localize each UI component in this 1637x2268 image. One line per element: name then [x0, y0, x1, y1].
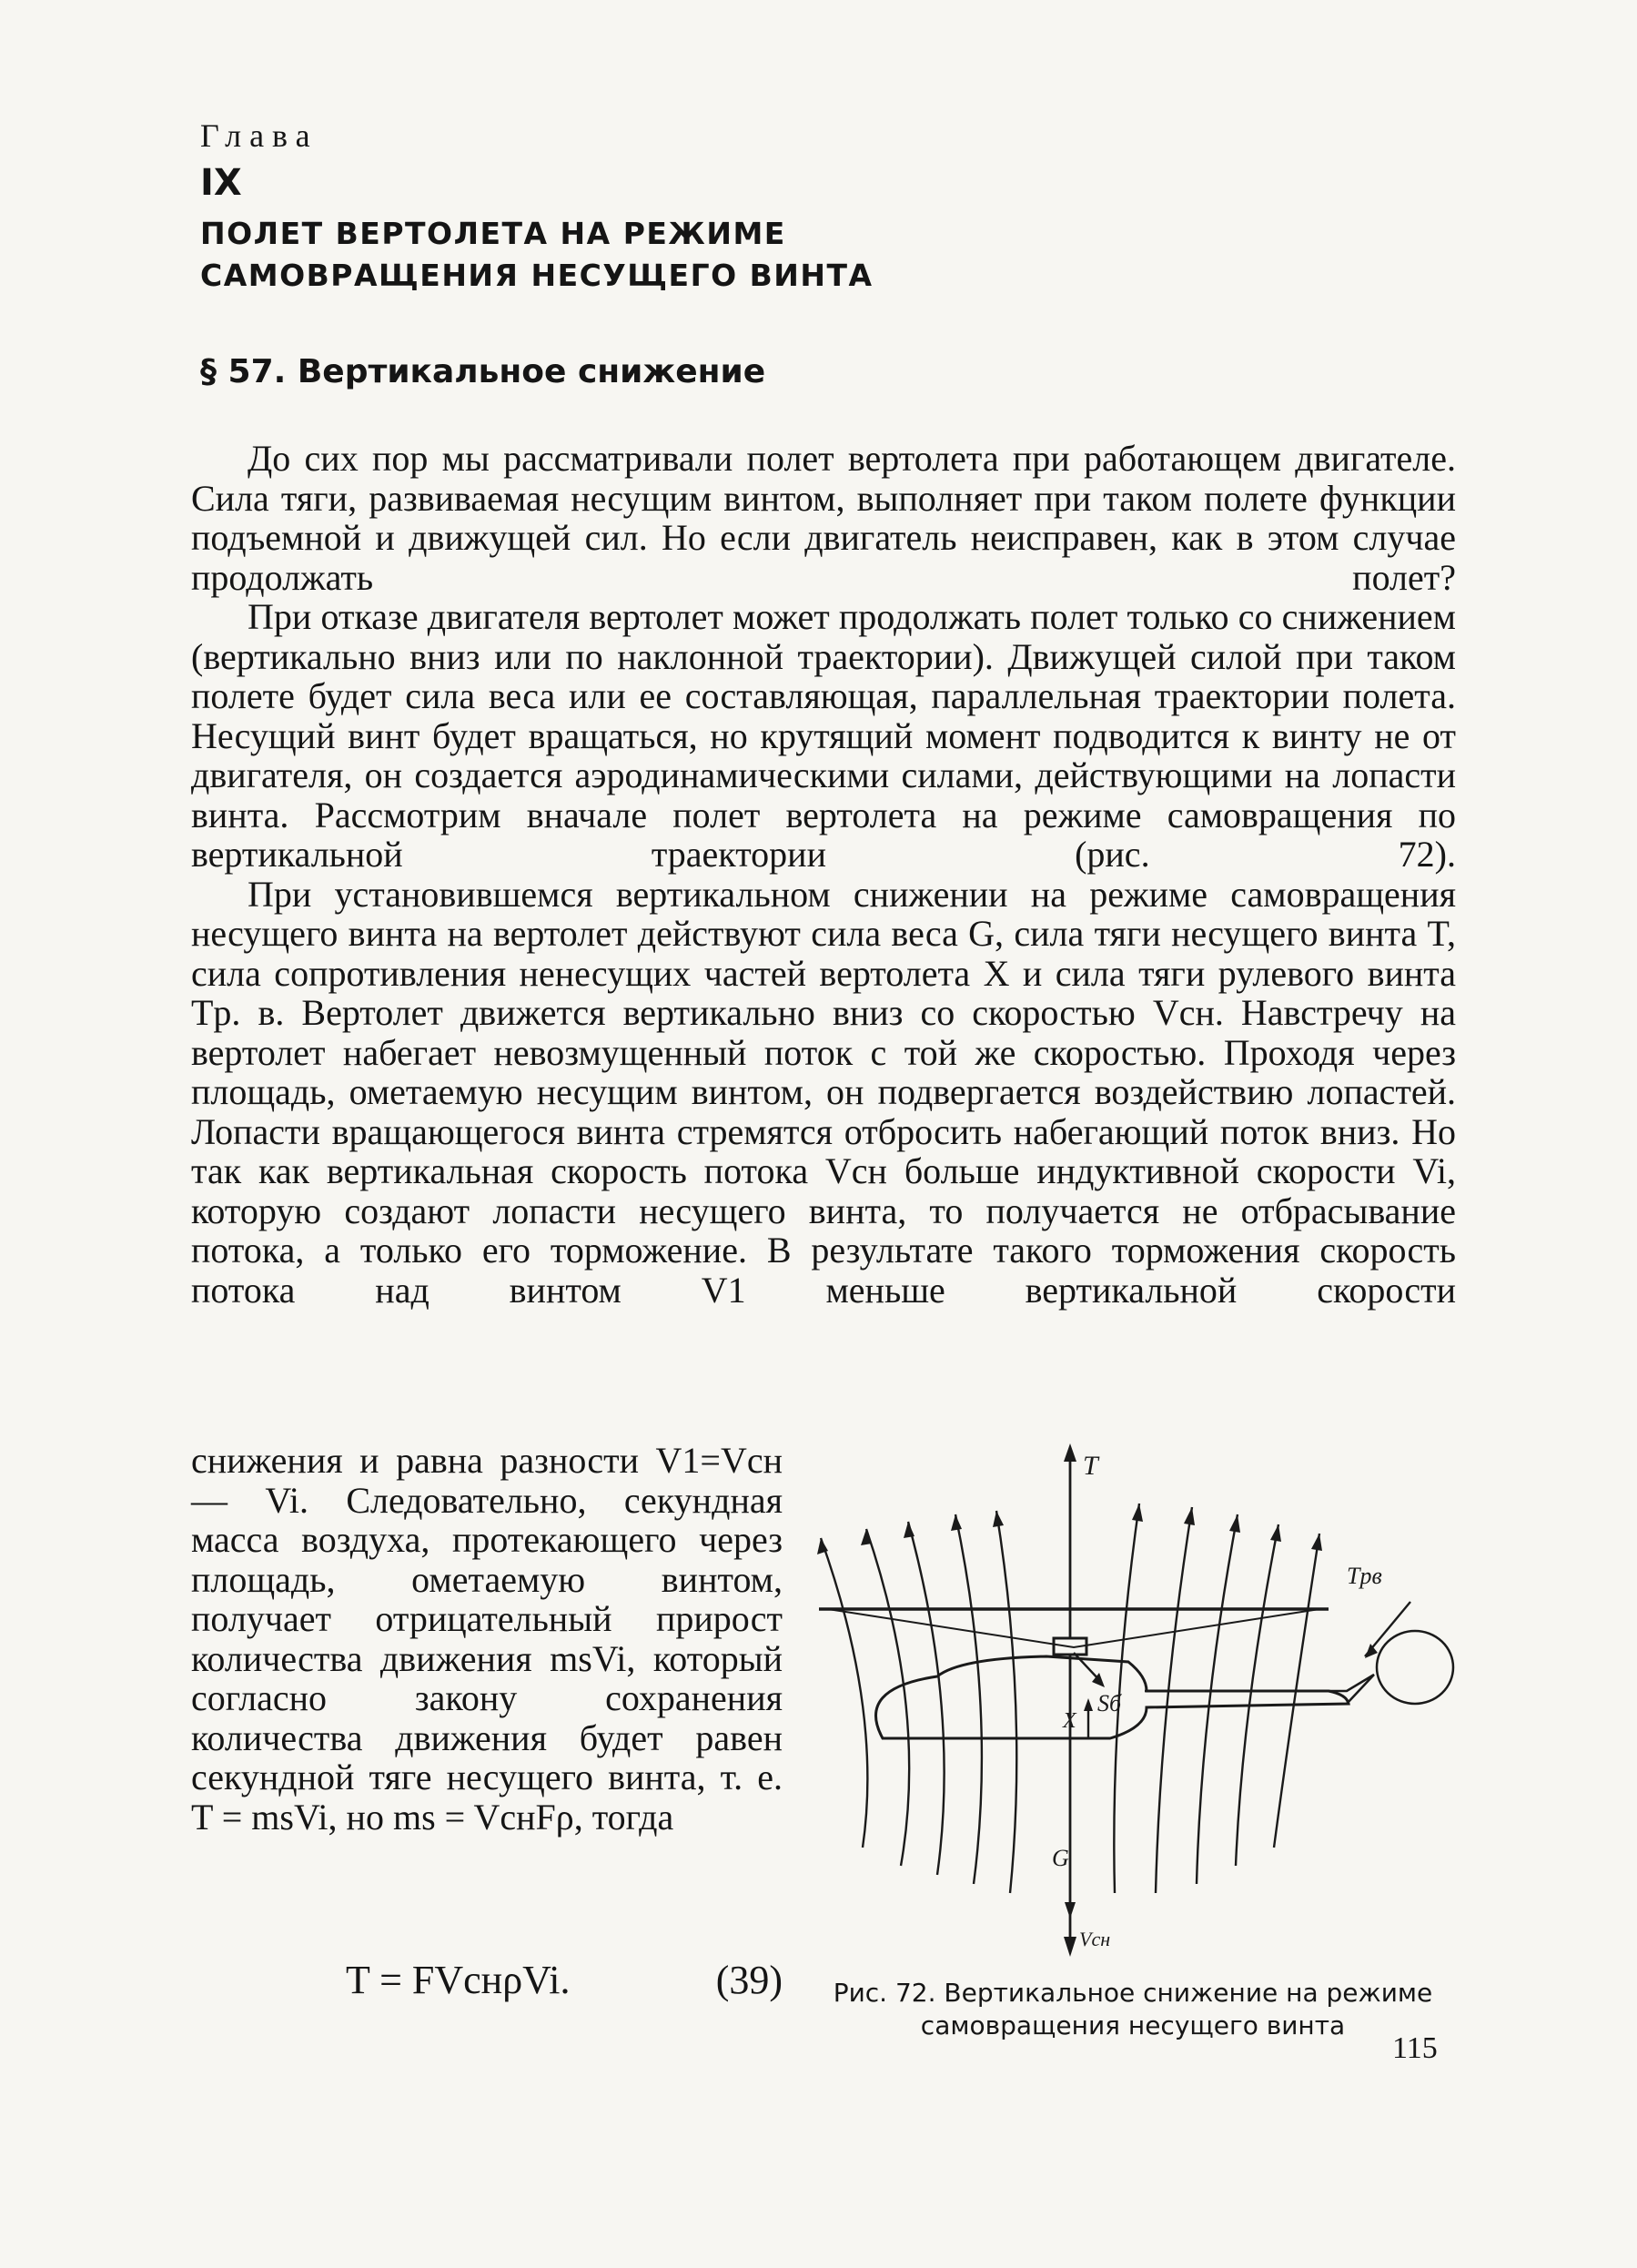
figure-72-diagram: [801, 1438, 1474, 1966]
weight-arrowhead: [1065, 1902, 1076, 1919]
figure-caption: Рис. 72. Вертикальное снижение на режиме самовращения несущего винта: [833, 1978, 1433, 2040]
tail-boom: [1145, 1675, 1374, 1704]
streamline: [1156, 1507, 1192, 1893]
streamline: [1197, 1514, 1238, 1884]
section-title: § 57. Вертикальное снижение: [200, 353, 766, 390]
streamline: [955, 1514, 982, 1884]
thrust-arrowhead: [1064, 1443, 1076, 1462]
paragraph-4: снижения и равна разности V1=Vсн — Vi. Следовательно, секундная масса воздуха, протекающего через площадь, ометаемую винтом, получает отрицательный прирост количества движения msVi, который согласно закону сохранения количества движения будет равен секундной тяге несущего винта, т. е. T = msVi, но ms = VснFρ, тогда: [191, 1440, 783, 1838]
streamline-arrowhead: [1132, 1504, 1143, 1522]
tail-rotor: [1377, 1631, 1453, 1704]
chapter-word: Глава: [200, 117, 318, 154]
label-velocity: Vсн: [1079, 1928, 1111, 1950]
tail-thrust-arrowhead: [1365, 1644, 1378, 1658]
streamline: [996, 1511, 1016, 1893]
label-weight: G: [1052, 1845, 1069, 1871]
drag-arrowhead: [1084, 1698, 1093, 1711]
streamline: [866, 1529, 909, 1866]
streamline-arrowhead: [1184, 1507, 1195, 1525]
page-number: 115: [1392, 2031, 1438, 2065]
streamline-arrowhead: [1311, 1534, 1322, 1551]
chapter-title-line-1: ПОЛЕТ ВЕРТОЛЕТА НА РЕЖИМЕ: [200, 216, 786, 251]
equation-text: T = FVснρVi.: [346, 1958, 571, 2002]
chapter-number: IX: [200, 162, 242, 204]
label-sb: Sб: [1097, 1690, 1122, 1716]
chapter-title-line-2: САМОВРАЩЕНИЯ НЕСУЩЕГО ВИНТА: [200, 258, 874, 293]
streamline: [908, 1522, 945, 1875]
label-tail-thrust: Tрв: [1347, 1563, 1382, 1589]
body-text-left-column: [191, 1441, 783, 1837]
paragraph-2: При отказе двигателя вертолет может продолжать полет только со снижением (вертикально вниз или по наклонной траектории). Движущей силой при таком полете будет сила веса или ее составляющая, параллельная траектории полета. Несущий винт будет вращаться, но крутящий момент подводится к винту не от двигателя, он создается аэродинамическими силами, действующими на лопасти винта. Рассмотрим вначале полет вертолета на режиме самовращения по вертикальной траектории (рис. 72).: [191, 596, 1456, 875]
chapter-title: [200, 213, 874, 297]
label-thrust: T: [1083, 1451, 1098, 1481]
streamline-arrowhead: [1270, 1524, 1281, 1542]
streamline-arrowhead: [904, 1522, 914, 1538]
paragraph-1: До сих пор мы рассматривали полет вертолета при работающем двигателе. Сила тяги, развиваемая несущим винтом, выполняет при таком полете функции подъемной и движущей сил. Но если двигатель неисправен, как в этом случае продолжать полет?: [191, 438, 1456, 598]
streamline-arrowhead: [951, 1514, 962, 1531]
rotor-cone: [828, 1609, 1319, 1647]
label-drag: X: [1063, 1709, 1076, 1733]
streamline: [821, 1538, 867, 1848]
equation-number: (39): [715, 1958, 783, 2002]
paragraph-3: При установившемся вертикальном снижении на режиме самовращения несущего винта на вертолет действуют сила веса G, сила тяги несущего винта T, сила сопротивления ненесущих частей вертолета X и сила тяги рулевого винта Tр. в. Вертолет движется вертикально вниз со скоростью Vсн. Навстречу на вертолет набегает невозмущенный поток с той же скоростью. Проходя через площадь, ометаемую несущим винтом, он подвергается воздействию лопастей. Лопасти вращающегося винта стремятся отбросить набегающий поток вниз. Но так как вертикальная скорость потока Vсн больше индуктивной скорости Vi, которую создают лопасти несущего винта, то получается не отбрасывание потока, а только его торможение. В результате такого торможения скорость потока над винтом V1 меньше вертикальной скорости: [191, 873, 1456, 1311]
streamline-arrowhead: [993, 1511, 1004, 1527]
velocity-arrowhead: [1064, 1937, 1076, 1957]
streamline-arrowhead: [1229, 1514, 1240, 1533]
body-text: [191, 439, 1456, 1310]
equation-39: [346, 1957, 783, 2003]
streamline: [1236, 1524, 1278, 1866]
